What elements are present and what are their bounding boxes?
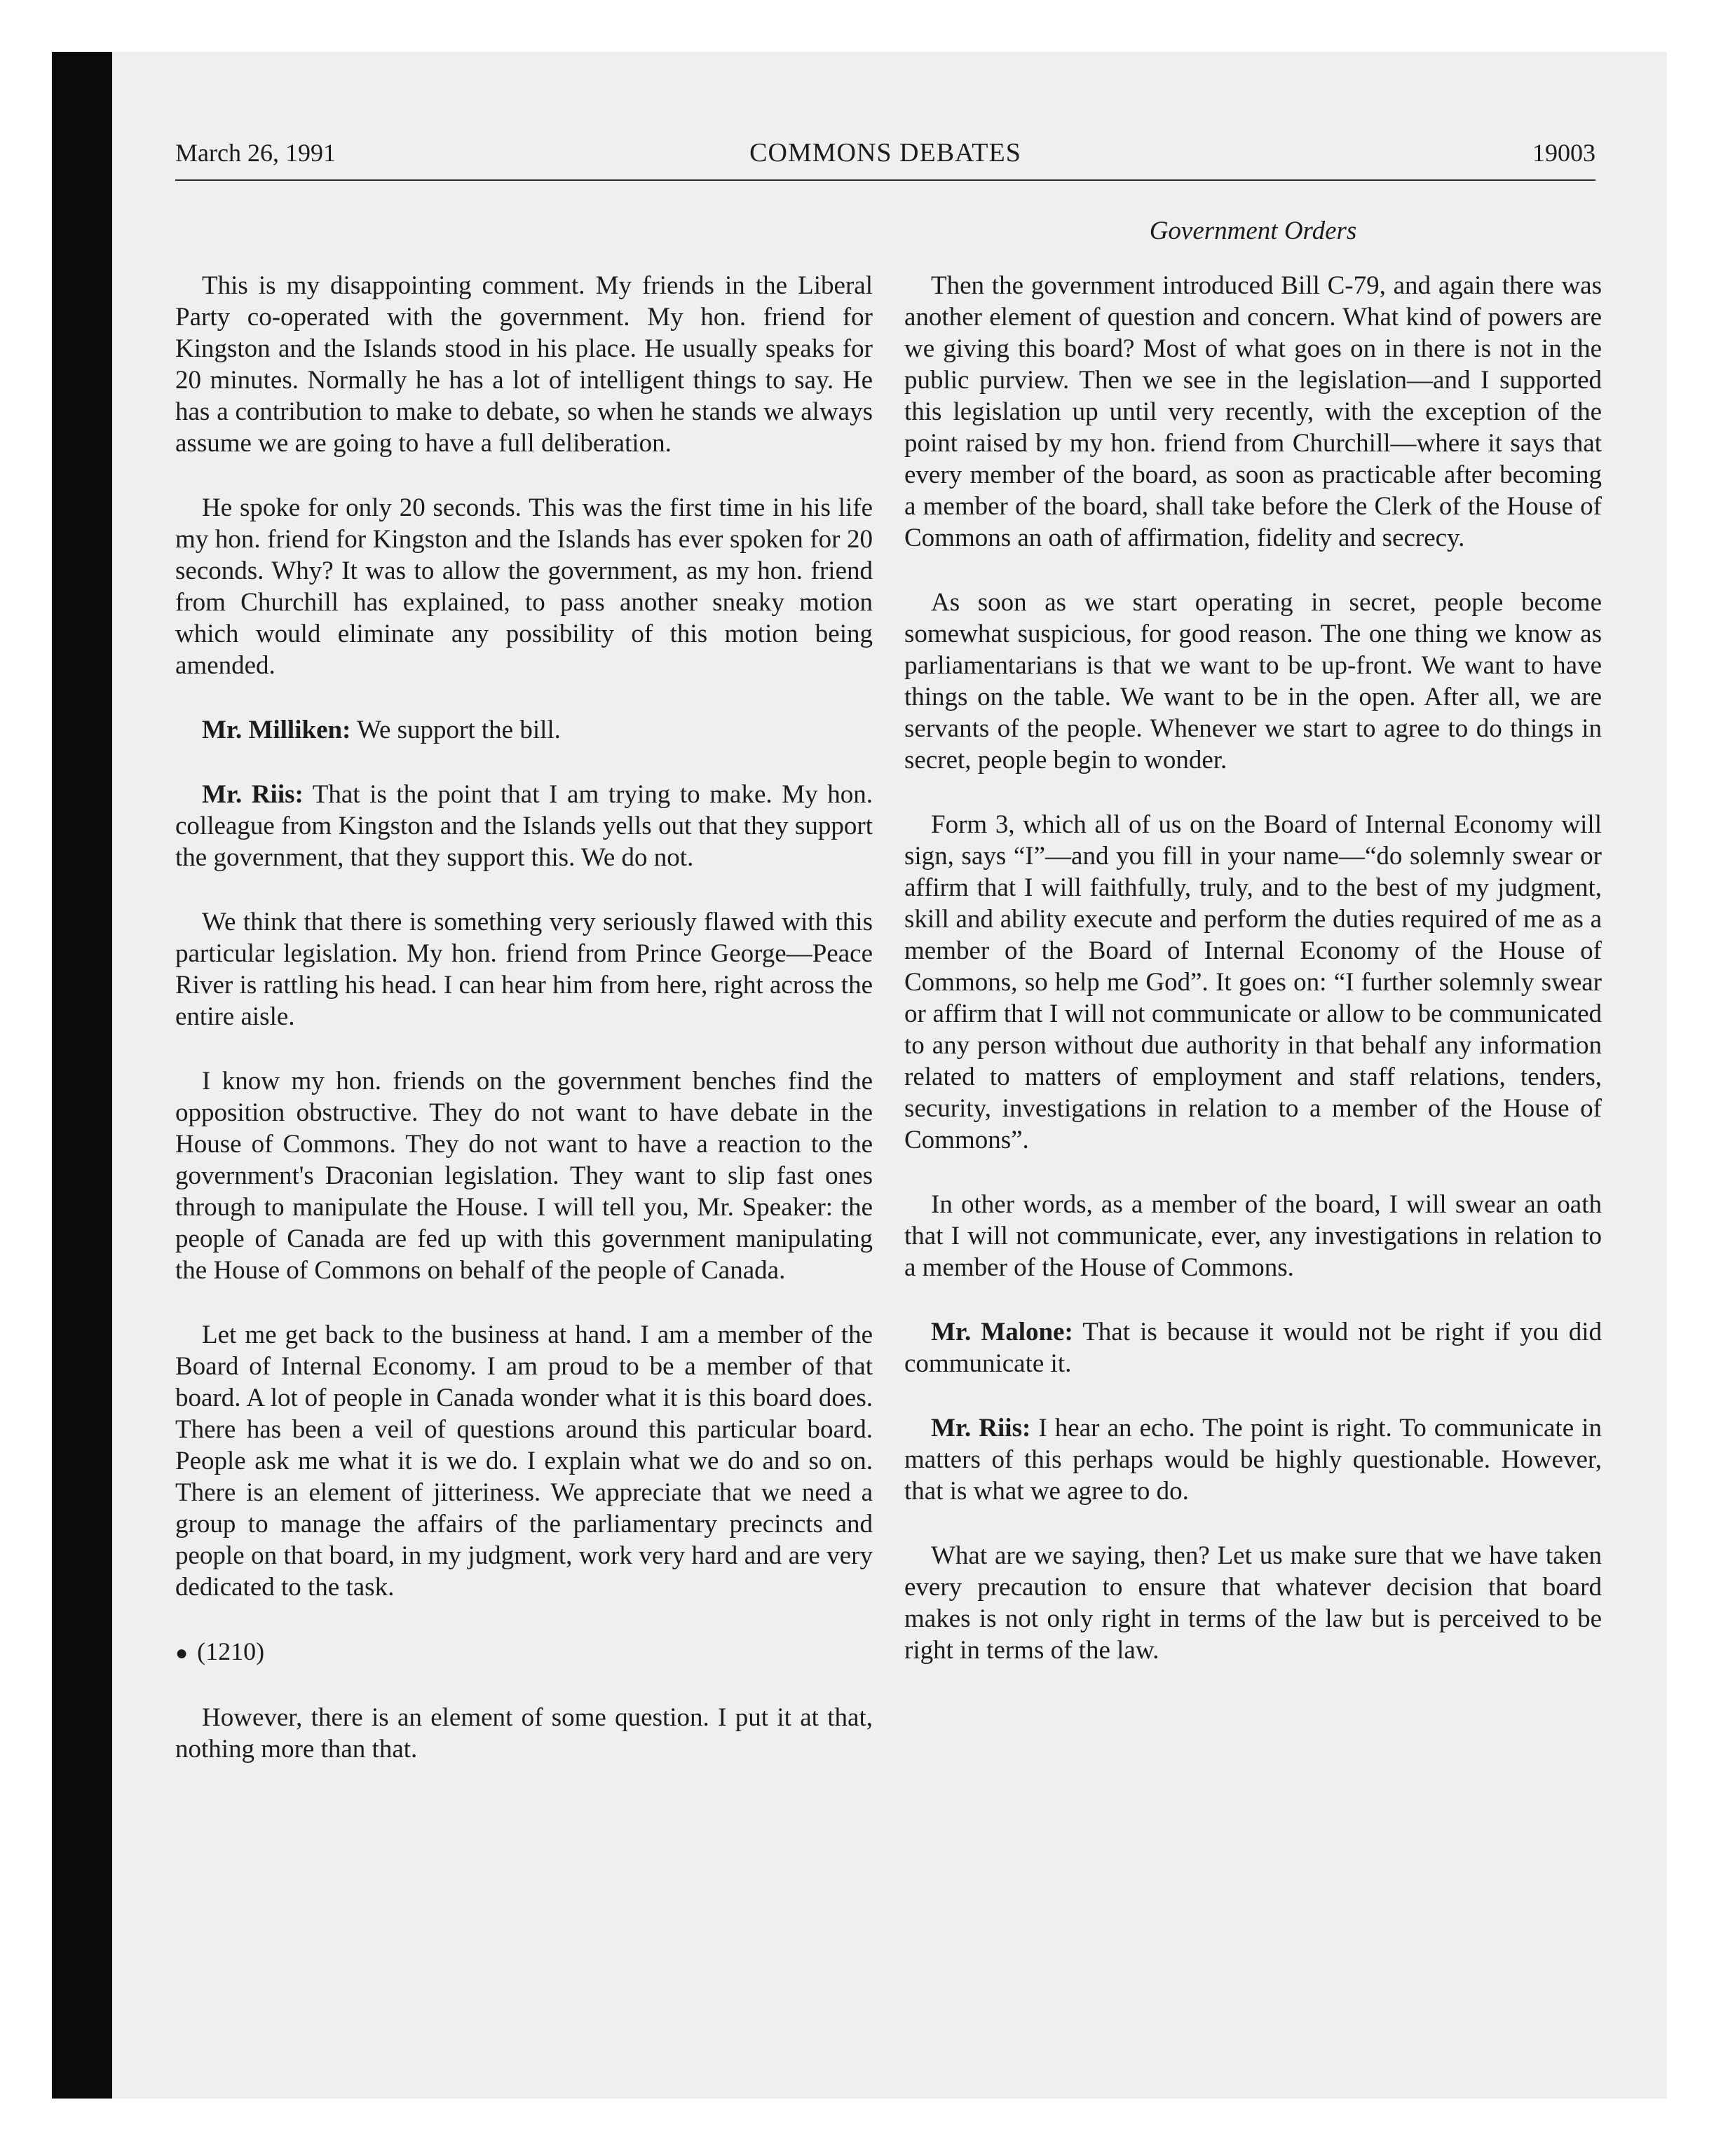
paragraph: This is my disappointing comment. My friends in the Liberal Party co-operated with the government. My hon. friend for Kingston and the Islands stood in his place. He usually speaks for 20 minutes. Normally he has a lot of intelligent things to say. He has a contribution to make to debate, so when he stands we always assume we are going to have a full deliberation.	[175, 271, 873, 458]
paragraph: In other words, as a member of the board, I will swear an oath that I will not communicate, ever, any investigations in relation to a member of the House of Commons.	[904, 1190, 1602, 1282]
speaker-text: That is the point that I am trying to make. My hon. colleague from Kingston and the Islands yells out that they support the government, that they support this. We do not.	[175, 780, 873, 872]
section-title: Government Orders	[1149, 217, 1357, 245]
right-column	[904, 270, 1602, 1699]
bullet-icon: ●	[175, 1642, 189, 1665]
paragraph: He spoke for only 20 seconds. This was the first time in his life my hon. friend for Kingston and the Islands has ever spoken for 20 seconds. Why? It was to allow the government, as my hon. friend from Churchill has explained, to pass another sneaky motion which would eliminate any possibility of this motion being amended.	[175, 493, 873, 680]
speaker-text: We support the bill.	[356, 716, 561, 744]
speaker-text: I hear an echo. The point is right. To communicate in matters of this perhaps would be highly questionable. However, that is what we agree to do.	[904, 1414, 1602, 1506]
speaker-name: Mr. Riis:	[202, 780, 304, 809]
paragraph: However, there is an element of some question. I put it at that, nothing more than that.	[175, 1703, 873, 1763]
paragraph: What are we saying, then? Let us make sure that we have taken every precaution to ensure that whatever decision that board makes is not only right in terms of the law but is perceived to be right in terms of the law.	[904, 1541, 1602, 1665]
paragraph: As soon as we start operating in secret, people become somewhat suspicious, for good reason. The one thing we know as parliamentarians is that we want to be up-front. We want to have things on the table. We want to be in the open. After all, we are servants of the people. Whenever we start to agree to do things in secret, people begin to wonder.	[904, 588, 1602, 775]
header-date: March 26, 1991	[175, 139, 336, 167]
header-page-number: 19003	[1532, 139, 1595, 167]
timestamp-marker	[175, 1636, 873, 1669]
speaker-name: Mr. Milliken:	[202, 716, 351, 744]
speaker-name: Mr. Malone:	[931, 1318, 1073, 1346]
paragraph: I know my hon. friends on the government benches find the opposition obstructive. They do not want to have debate in the House of Commons. They do not want to have a reaction to the government's Draconian legislation. They want to slip fast ones through to manipulate the House. I will tell you, Mr. Speaker: the people of Canada are fed up with this government manipulating the House of Commons on behalf of the people of Canada.	[175, 1067, 873, 1285]
header-title: COMMONS DEBATES	[749, 138, 1021, 168]
speaker-text: That is because it would not be right if you did communicate it.	[904, 1318, 1602, 1378]
left-column	[175, 270, 873, 1798]
speaker-paragraph	[904, 1412, 1602, 1507]
speaker-paragraph	[904, 1316, 1602, 1379]
scan-edge-bar	[52, 52, 112, 2099]
timestamp-text: (1210)	[197, 1637, 265, 1665]
paragraph: Let me get back to the business at hand. I am a member of the Board of Internal Economy. I am proud to be a member of that board. A lot of people in Canada wonder what it is this board does. There has been a veil of questions around this particular board. People ask me what it is we do. I explain what we do and so on. There is an element of jitteriness. We appreciate that we need a group to manage the affairs of the parliamentary precincts and people on that board, in my judgment, work very hard and are very dedicated to the task.	[175, 1321, 873, 1602]
speaker-paragraph	[175, 714, 873, 746]
paragraph: Form 3, which all of us on the Board of Internal Economy will sign, says “I”—and you fill in your name—“do solemnly swear or affirm that I will faithfully, truly, and to the best of my judgment, skill and ability execute and perform the duties required of me as a member of the Board of Internal Economy of the House of Commons, so help me God”. It goes on: “I further solemnly swear or affirm that I will not communicate or allow to be communicated to any person without due authority in that behalf any information related to matters of employment and staff relations, tenders, security, investigations in relation to a member of the House of Commons”.	[904, 810, 1602, 1154]
paragraph: Then the government introduced Bill C-79, and again there was another element of question and concern. What kind of powers are we giving this board? Most of what goes on in there is not in the public purview. Then we see in the legislation—and I supported this legislation up until very recently, with the exception of the point raised by my hon. friend from Churchill—where it says that every member of the board, as soon as practicable after becoming a member of the board, shall take before the Clerk of the House of Commons an oath of affirmation, fidelity and secrecy.	[904, 271, 1602, 552]
speaker-paragraph	[175, 779, 873, 873]
page-header	[175, 136, 1595, 181]
speaker-name: Mr. Riis:	[931, 1414, 1031, 1442]
paragraph: We think that there is something very seriously flawed with this particular legislation. My hon. friend from Prince George—Peace River is rattling his head. I can hear him from here, right across the entire aisle.	[175, 908, 873, 1031]
